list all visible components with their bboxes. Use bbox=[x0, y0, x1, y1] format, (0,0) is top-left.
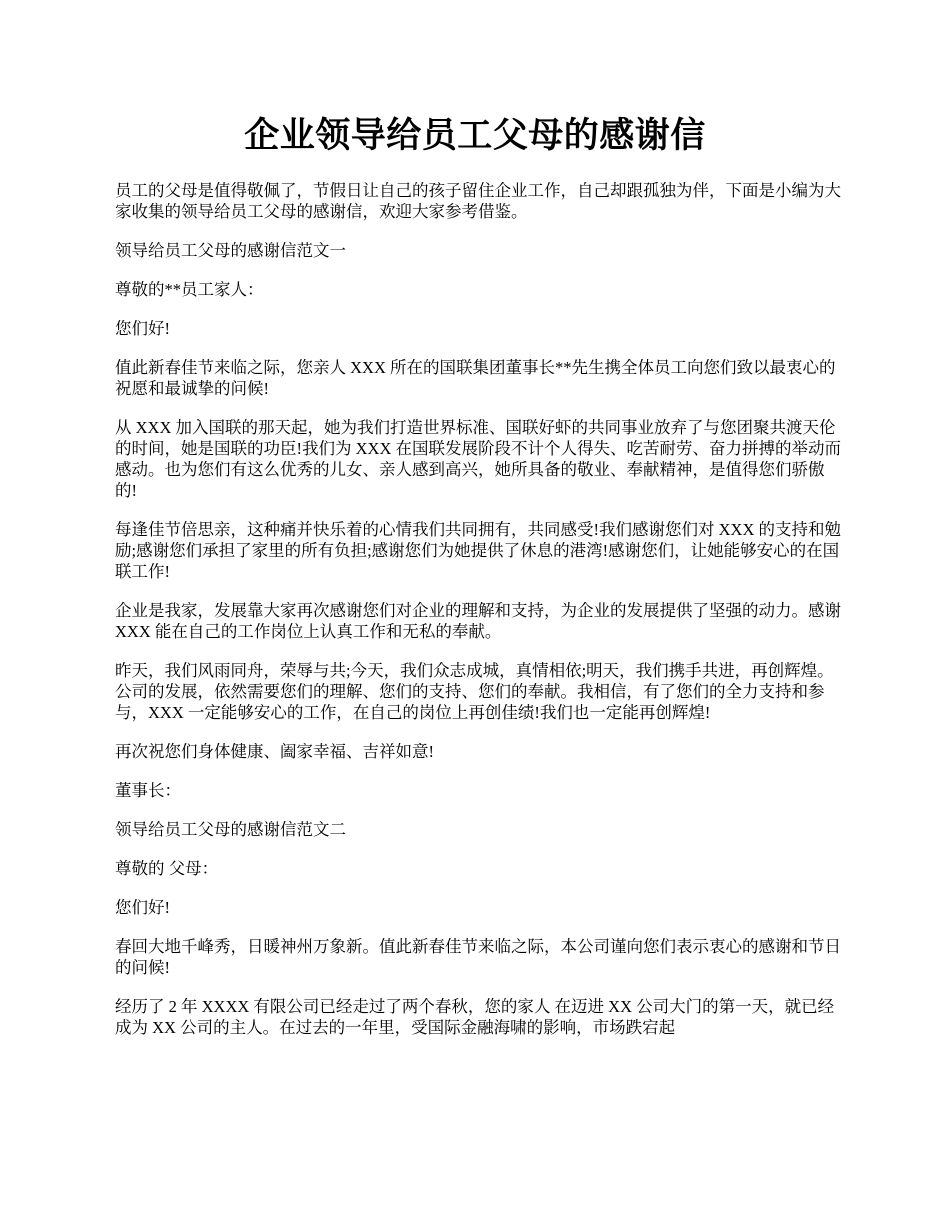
greeting-1: 您们好! bbox=[115, 319, 170, 338]
document-body bbox=[115, 180, 845, 1056]
body-paragraph: 值此新春佳节来临之际，您亲人 XXX 所在的国联集团董事长**先生携全体员工向您们致以最衷心的祝愿和最诚挚的问候! bbox=[115, 358, 836, 398]
body-paragraph: 企业是我家，发展靠大家再次感谢您们对企业的理解和支持，为企业的发展提供了坚强的动力。感谢 XXX 能在自己的工作岗位上认真工作和无私的奉献。 bbox=[115, 601, 841, 641]
body-paragraph: 经历了 2 年 XXXX 有限公司已经走过了两个春秋，您的家人 在迈进 XX 公司大门的第一天，就已经成为 XX 公司的主人。在过去的一年里，受国际金融海啸的影响，市场跌宕起 bbox=[115, 997, 835, 1037]
body-paragraph: 每逢佳节倍思亲，这种痛并快乐着的心情我们共同拥有，共同感受!我们感谢您们对 XXX 的支持和勉励;感谢您们承担了家里的所有负担;感谢您们为她提供了休息的港湾!感谢您们，让她能够安心的在国联工作! bbox=[115, 520, 841, 581]
signature-line: 董事长： bbox=[115, 781, 181, 800]
intro-paragraph: 员工的父母是值得敬佩了，节假日让自己的孩子留住企业工作，自己却跟孤独为伴，下面是小编为大家收集的领导给员工父母的感谢信，欢迎大家参考借鉴。 bbox=[115, 181, 841, 221]
document-title: 企业领导给员工父母的感谢信 bbox=[244, 116, 706, 155]
closing-wish: 再次祝您们身体健康、阖家幸福、吉祥如意! bbox=[115, 742, 434, 761]
body-paragraph: 从 XXX 加入国联的那天起，她为我们打造世界标准、国联好虾的共同事业放弃了与您团聚共渡天伦的时间，她是国联的功臣!我们为 XXX 在国联发展阶段不计个人得失、吃苦耐劳、奋力拼搏的举动而感动。也为您们有这么优秀的儿女、亲人感到高兴，她所具备的敬业、奉献精神，是值得您们骄傲的! bbox=[115, 418, 841, 500]
greeting-2: 您们好! bbox=[115, 898, 170, 917]
body-paragraph: 春回大地千峰秀，日暖神州万象新。值此新春佳节来临之际，本公司谨向您们表示衷心的感谢和节日的问候! bbox=[115, 937, 841, 977]
salutation-1: 尊敬的**员工家人： bbox=[115, 280, 264, 299]
body-paragraph: 昨天，我们风雨同舟，荣辱与共;今天，我们众志成城，真情相依;明天，我们携手共进，再创辉煌。公司的发展，依然需要您们的理解、您们的支持、您们的奉献。我相信，有了您们的全力支持和参与，XXX 一定能够安心的工作，在自己的岗位上再创佳绩!我们也一定能再创辉煌! bbox=[115, 661, 834, 722]
section-heading-2: 领导给员工父母的感谢信范文二 bbox=[115, 820, 346, 839]
salutation-2: 尊敬的 父母： bbox=[115, 859, 219, 878]
section-heading-1: 领导给员工父母的感谢信范文一 bbox=[115, 241, 346, 260]
